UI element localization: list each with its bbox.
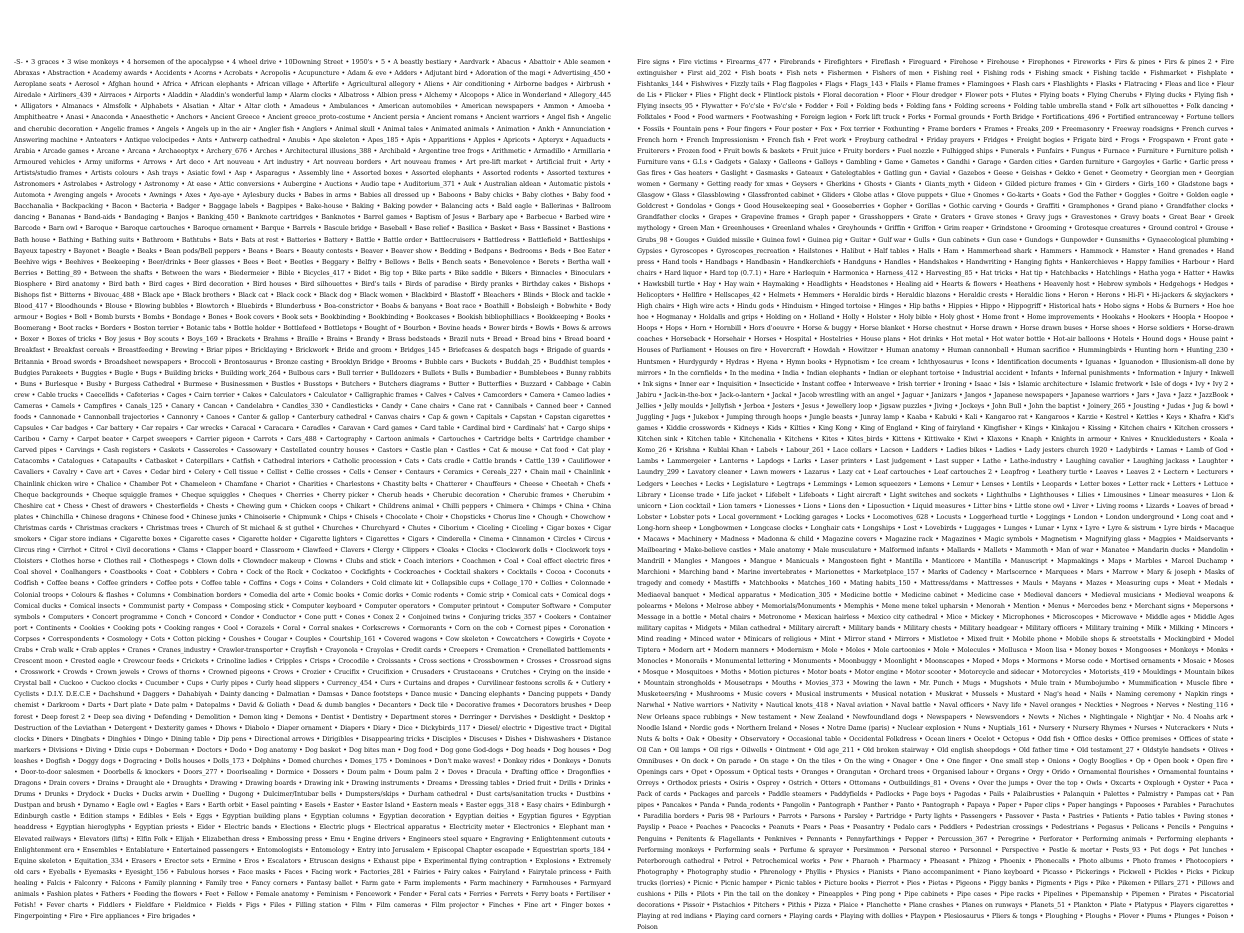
index-column-right-text: Fire signs • Fire victims • Firearms_477 • Firebrands • Firefighters • Fireflash • Fireguard • Firehose • Firehouse • Firephones • Fireworks • Firs & pines • Firs & pines 2 • Fire extinguisher • First aid_202 • Fish boats • Fish nets • Fishermen • Fishers of men • Fishing reel • Fishing rods • Fishing smack • Fishing tackle • Fishmarket • Fishplate • Fishtanks_144 • Fishwives • Fizzly tails • Flag flagpoles • Flags • Flags_143 • Flails • Flame frames • Flamingoes • Flash cars • Flashlights • Flasks • Flatracing • Fleas and lice • Fleur de Lis • Flicker • Flies • Flight deck • Flintlock pistols • Floral decoration • Floor • Flour dredger • Flower pots • Flutes • Flying boats • Flying Cherubs • Flying ducks • Flying fish • Flying insects_95 • Flywatter • Fo'c'sle • Fo'c'sle • Fodder • Foil • Folding beds • Folding fans • Folding screens • Folding table umbrella stand • Folk art silhouettes • Folk dancing • Folktales • Food • Food warmers • Footwashing • Foreign legion • Fork lift truck • Forks • Formal grounds • Forth Bridge • Fortifications_496 • Fortified entranceway • Fortune tellers • Fossils • Fountain pens • Four fingers • Four poster • Fox • Fox terrier • Foxhunting • Frame borders • Frames • Freaks_209 • Freemasonry • Freeway roadsigns • French curves • French horn • French Impressionism • French fish • Fret work • Freyburg cathedral • Friday prayers • Fridges • Freight bogies • Frigate bird • Frogs • Frogspawn • Front gate • Fruiterers • Frozen food • Fruit bowls & baskets • Fruit juice • Fruity borders • Fuel nozzle • Fulhigged ships • Funerals • Funfairs • Fungus • Furnace • Furniture • Furniture polish • Furniture vans • G.I.s • Gadgets • Galaxy • Galleons • Galleys • Gambling • Game • Gametes • Gandhi • Garage • Garden cities • Garden furniture • Gargoyles • Garlic • Garlic press • Gas fires • Gas heaters • Gaslight • Gasmasks • Gateaux • Gatelegtables • Gatling gun • Gavial • Gazebos • Geese • Geishas • Gekko • Genet • Geometry • Georgian men • Georgian women • Germany • Getting ready for xmas • Geysers • Gherkins • Ghosts • Giants • Giants_myth • Gideon • Gilded picture frames • Gin • Girders • Girls_160 • Gladstone bags • Glasgow • Glass • Glassblowing • Glassfronted cabinet • Gliders • Globe atlas • Glove puppets • Glue • Gnomes • Go-karts • Goats • God the Father • Goggles • Goitre • Golden eagle • Goldcrest • Gondolas • Gongs • Good Housekeeping seal • Gooseberries • Gopher • Gorillas • Gothic carving • Gourds • Graffiti • Gramphones • Grand piano • Grandfather clocks • Grandfather clocks • Grapes • Grapevine frames • Graph paper • Grasshoppers • Grate • Graters • Grave stones • Gravy jugs • Gravestones • Gravy boats • Great Bear • Greek mythology • Green Man • Greenhouses • Greenland whales • Greyhounds • Griffin • Griffon • Grim reaper • Grindstone • Grooming • Grotesque creatures • Ground control • Grouse • Grubs_98 • Gouges • Guided missile • Guinea fowl • Guinea pig • Guitar • Gulf war • Gulls • Gun cabinets • Gun case • Gundogs • Gunpowder • Gunsmiths • Gynaecological plumbing • Gypsies • Gyroscopes • Gyroscopes_recreation • Hailstones • Halibut • Half tables • Halls • Ham • Hammerhead shark • Hammers • Hammock • Hamster • Hand grenades • Hand press • Hand tools • Handbags • Handbasin • Handkerchiefs • Handguns • Handles • Handshakes • Handwriting • Hanging fights • Hankerchieves • Happy families • Harbour • Hard chairs • Hard liquor • Hard top (0.7.1) • Hare • Harlequin • Harmonica • Harness_412 • Harvesting_85 • Hat tricks • Hat tip • Hatchbacks • Hatchlings • Hatha yoga • Hatter • Hawks • Hawksbill turtle • Hay • Hay wain • Haymaking • Headlights • Headstones • Healing aid • Hearts & flowers • Heathens • Heavenly host • Hebrew symbols • Hedgehogs • Hedges • Helicopters • Hellfire • Hellscapes_42 • Helmets • Hemmers • Heraldic birds • Heraldic blazons • Heraldic crests • Heraldic lions • Heron • Herons • Hi-Fi • Hi-jackers & skyjackers • High chairs • High wire acts • Hindu gods • Hinduism • Hinged tortoise • Hinges • Hip baths • Hippies • Hippo • Hippogriff • Historical hats • Hobo signs • Hobs & Burners • Hoe hoe hoe • Hogmanay • Holdalls and grips • Holding on • Holland • Holly • Holster • Holy bible • Holy ghost • Home front • Home improvements • Hookahs • Hookers • Hoopla • Hoopoe • Hoops • Hops • Horn • Hornbill • Hors d'oeuvre • Horse & buggy • Horse blanket • Horse chestnut • Horse drawn • Horse drawn buses • Horse shoes • Horse soldiers • Horse-drawn coaches • Horseback • Horsehair • Horses • Hospital • Hostelries • House plans • Hot drinks • Hot metal • Hot water bottle • Hot-air balloons • Hotels • Hound dogs • House paint • Houses of Parliament • Houses on fire • Hovercraft • Howdah • Howitzer • Human anatomy • Human cannonball • Human sacrifice • Hummingbirds • Hunting horn • Hunting_230 • Huntsmen • Hurdygurdy • Hydras • Hyena • Hymn books • Hypnotism • Ice cream • Ichthyosaurus • Icons • Identification documents • Iguanas • Iguanodon • Illusionism-all done by mirrors • In the cornfields • In the medina • India • Indian elephants • Indian or elephant tortoise • Industrial accident • Infants • Infernal punishments • Information • Injury • Inkwell • Ink signs • Inner ear • Inquisition • Insecticide • Instant coffee • Interweave • Irish terrier • Ironing • Isaac • Isis • Islamic architecture • Islamic fretwork • Isle of dogs • Ivy • Ivy 2 • Jabiru • Jack-in-the-box • Jack-o-lantern • Jackal • Jacob wrestling with an angel • Jaguar • Janizars • Jangos • Japanese newspapers • Japanese warriors • Jars • Java • Jazz • JazzBook • Jellies • Jelly moulds • Jellyfish • Jerboa • Jesters • Jesus • Jewellery loop • Jigsaw puzzles • Jiving • Jockeys • John Bull • John the baptist • Joinery_265 • Jousting • Judas • Jug & bowl • Juggling • Jugs • Jukebox • Jumping through hoops • Jungle beasts • Junray lamp • Kaaba • Kabuki • Kali • Kangaroo rat • Kangaroos • Karzie • Kestrel • Kettles • Keys • Khafra • Kid's games • Kiddie crosswords • Kidneys • Kids • Kilties • King Kong • King of England • King of fairyland • Kingfisher • Kings • Kinkajou • Kissing • Kitchen chairs • Kitchen crossers • Kitchen sink • Kitchen table • Kitchenalia • Kitchens • Kites • Kites_birds • Kittens • Kittiwake • Kiwi • Klaxons • Knaph • Knights in armour • Knives • Knuckledusters • Koala • Komo_26 • Krishna • Kublai Khan • Labels • Labour_261 • Lace collars • Lacson • Ladders • Ladies bikes • Ladies • Lady jesters church 1920 • Ladybirds • Lamas • Lamb of God • Lambs • Lammergeier • Lanterns • Lapdogs • Larks • Laser printers • Last judgement • Last supper • Lathe • Lathe-industry • Laughing cavalier • Laughing jackass • Laughter • Laundry_299 • Lavatory cleaner • Lawn mowers • Lazarus • Lazy cat • Leaf cartouches • Leaf cartouches 2 • Leapfrog • Leathery turtle • Leaves • Leaves 2 • Lectern • Lecturers • Ledgers • Leeches • Lecks • Legislature • Legtraps • Lemmings • Lemon squeezers • Lemons • Lemur • Lenses • Lentils • Leopards • Letter boxes • Letter rack • Letters • Lettuce • Library • License trade • Life jacket • Lifebelt • Lifeboats • Light aircraft • Light switches and sockets • Lighthulbs • Lighthouses • Lilies • Limousines • Linear measures • Lion & unicorn • Lion cocktail • Lion tamers • Lionesses • Lions • Lions den • Liposuction • Liquid measures • Litter bins • Little stone owl • Liver • Living rooms • Lizards • Loaves of bread • Lobster • Lobster pots • Local government • Locking garages • Locks • Locomotives_628 • Locusts • Loggerhead turtle • Loggings • London • London underground • Long coat and • Long-horn sheep • Longbowmen • Longcase clocks • Longhair cats • Longships • Lost • Lovebirds • Luggages • Lunges • Lunar • Lynx • Lyre • Lyre & sistrum • Lyre birds • Macaque • Macaws • Machinery • Madness • Madonna & child • Magazine covers • Magazine rack • Magazines • Magic symbols • Magnetism • Magnifying glass • Magpies • Maidservants • Mailbearing • Make-believe castles • Male anatomy • Male musculature • Malformed infants • Mallards • Mallets • Mammoth • Man of war • Manatee • Mandarin ducks • Mandolin • Mandrill • Mangles • Mangoes • Mangue • Manicuals • Mangosteen fight • Mantilla • Manticore • Mantilla • Manuscript • Mapmakings • Maps • Marbles • Marcel Duchamp • Marchioni • Marching band • Marine invertebrates • Marionettes • Marketplace_157 • Marks of Cadency • Marlscernce • Marquees • Mars • Marrow • Mary & joseph • Masks of tragedy and comedy • Mastiffs • Matchbooks • Matches_160 • Mating habits_150 • Mattress/dams • Mattresses • Mauls • Mayans • Mazes • Measuring cups • Meat • Medals • Mediaeval banquet • Medical apparatus • Medication_305 • Medicine bottle • Medicine cabinet • Medicine case • Medieval dancers • Medieval musicians • Medieval weapons & polearms • Melons • Melrose abbey • Memorials/Monuments • Memphis • Mene mene tekel upharsin • Menorah • Mention • Menus • Mercedes benz • Merchant signs • Mepersons • Message in a bottle • Metal chairs • Metronome • Mexican hairless • Mexico city cathedral • Mice • Mickey • Microphones • Microscopes • Microwave • Middle ages • Middle Ages military capitas • Midgets • Milan cathedral • Military aircraft • Military bands • Military chests • Military headgear • Military officers • Military training • Milk • Milking • Mincers • Mind reading • Minced water • Minicars of religious • Mint • Mirror stand • Mirrors • Mistletoe • Mixed fruit • Mobile phone • Mobile shops & streetstalls • Mockingbird • Model Tiptera • Modern art • Modern manners • Modernism • Mole • Moles • Mole cartoonies • Mole • Molecules • Mollusca • Moon lisa • Money boxes • Mongooses • Monkeys • Monks • Monocles • Monorails • Monumental lettering • Monuments • Moonbuggy • Moonlight • Moonscapes • Moped • Mops • Mormons • Morse code • Mortised ornaments • Mosaic • Moses • Mosque • Mosquitoes • Moths • Motion pictures • Motor boats • Motor engine • Motor scooter • Motorcycle and sidecar • Motorcycles • Motorists_419 • Mouldings • Mountain bikes • Mountain strongholds • Mousetraps • Mouths • Movies_373 • Mowing the lawn • Mr. Punch • Mugs • Mugshots • Mule train • Mumbojumbo • Mummification • Muscle fibre • Musketeers/ing • Mushrooms • Music covers • Musical instruments • Musical notation • Muskrat • Mussels • Mustard • Nag's head • Nails • Naming ceremony • Napkin rings • Narwhal • Native warriors • Nativity • Nautical knots_418 • Naval aviation • Naval battle • Naval officers • Navy life • Navel oranges • Neckties • Negroes • Nerves • Nesting_116 • New Orleans space rubbings • New testament • New Zealand • Newfoundland dogs • Newspapers • Newsvendors • Newts • Niches • Nightingale • Nightjar • No. 4 Noahs ark • Noodle Island • Nordic gods • Northern Ireland • Noses • Notre Dame (paris) • Nuclear explosion • Nuns • Nuptials_161 • Nursery • Nursery Rhymes • Nurses • Nutcrackers • Nuts • Nuts & bolts • Oak • Obesity • Observatory • Occasional table • Occidental Folkdress • Ocean liners • Ocelot • Octopus • Odd fish • Office desks • Office premises • Offices of state • Oil Can • Oil lamps • Oil rigs • Oilwells • Ointment • Old age_211 • Old broken stairway • Old english sheepdogs • Old father time • Old testament_27 • Oldstyle handsets • Olives • Omnibuses • On deck • On parade • On stage • On the tiles • On the wing • Onager • One • One finger • One small step • Onions • Oogly Booglies • Op • Open book • Open fire • Openings cars • Opet • Opossum • Optical tests • Oranges • Orangutan • Orchard trees • Organised labour • Organs • Orgy • Orido • Ornamental flourishes • Ornamental fountains • Orreys • Orthodox priests • Osiris • Osprey • Ostrich • Otters • Ottomans • Outbuildings_81 • Ovens • Over the jumps • Over the top • Owls • Oxcarts • Oxplough • Oyster • Paca • Pack of cards • Packages and parcels • Paddle steamers • Paddyfields • Padlocks • Page boys • Pagodas • Pails • Palaibrusties • Palanquin • Palettes • Palmistry • Pampas cat • Pan pipes • Pancakes • Panda • Panda_rodents • Pangolin • Pantograph • Panther • Panto • Pantograph • Papaya • Paper • Paper clips • Paper hangings • Papooses • Parables • Parachutes • Paradilia borders • Paris 98 • Parlours • Parrots • Parsons • Parsley • Partridge • Party lights • Passengers • Passover • Pasta • Pastries • Patients • Patio tables • Paving stones • Payslip • Peace • Peaches • Peacocks • Peanuts • Pears • Peas • Peasantry • Pedalo cars • Peddlers • Pedestrian crossings • Pedestrians • Pegasus • Pelicans • Pencils • Penguins • Penguins • Penitents & Flagellants • Penknives • Pennants • Pennyfarthings • Pepper • Percussion_367 • Peregrine • Perforator • Performing animals • Performing elephants • Performing monkeys • Performing seals • Perfume & sprayer • Persimmon • Personal stereo • Personnel • Perspective • Pestle & mortar • Pests_93 • Pet dogs • Pet lunches • Peterborough cathedral • Petrol • Petrochemical works • Pew • Pharaoh • Pharmacy • Pheasant • Phizog • Phoenix • Phonecalls • Photo albums • Photo frames • Photocopiers • Photography • Photography studio • Phrenology • Phyllis • Physics • Pianists • Piano accompaniment • Piano keyboard • Picasso • Pickerings • Pickwell • Pickles • Picks • Pickup trucks (lorries) • Picnic • Picnic hamper • Picnic tables • Picture books • Pierrot • Pies • Pietas • Pigeons • Piggy banks • Pigments • Pigs • Pike • Pikemen • Pillars_271 • Pillows and cushions • Pills • Pilots • Pin the tail on the donkey • Pineapples • Ping pong • Pipe cabinets • Pipe cases • Pipe racks • Pipelines • Pipemanship • Pipemen • Pirates • Piscatorial decorations • Pissoir • Pistachios • Pitchers • Pithis • Pizza • Plaice • Planchette • Plane crashes • Planes on runways • Planets_51 • Plankton • Plate • Platypus • Players cigarettes • Playing at red indians • Playing card corners • Playing cards • Playing with dollies • Playpen • Plesiosaurus • Pliers & tongs • Ploughing • Ploughs • Plover • Plums • Plunges • Poison • Poison [637,58,1234,932]
index-column-left [14,57,612,921]
index-column-right [637,57,1234,932]
index-column-left-text: -S- • 3 graces • 3 wise monkeys • 4 horsemen of the apocalypse • 4 wheel drive • 10Downing Street • 1950's • 5 • A beastly bestiary • Aardvark • Abacus • Abattoir • Able seamen • Abraxas • Abstraction • Academy awards • Accidents • Acorns • Acrobats • Acropolis • Acupuncture • Adam & eve • Adders • Adjutant bird • Adoration of the magi • Advertising_450 • Aeroplane seats • Aerosol • Afghan hound • Africa • African elephants • African village • Afterlife • Agricultural allegory • Aliens • Air conditioning • Airborne badges • Airbrush • Airedale • Airliners_439 • Airraces • Airports • Aladdin • Aladdin's wonderful lamp • Alarm clocks • Albatross • Albion press • Alchemy • Alcopops • Alice in Wonderland • Allegory_445 • Alligators • Almanacs • Almsfolk • Alphabets • Alsatian • Altar • Altar cloth • Amadeus • Ambulances • American automobiles • American newspapers • Ammon • Amoeba • Amphitheatre • Anasi • Anaconda • Anaesthetic • Anchors • Ancient Greece • Ancient greece_proto-costume • Ancient persia • Ancient romans • Ancient warriors • Angel fish • Angelic and cherubic decoration • Angelic frames • Angels • Angels up in the air • Angler fish • Anglers • Animal skull • Animal tales • Animated animals • Animation • Ankh • Annunciation • Answering machine • Anteaters • Antique velocipedes • Ants • Antwerp cathedral • Anubis • Ape skeleton • Apes_185 • Apis • Apparitions • Apples • Apricots • Apteryx • Aquaducts • Arabia • Arcade games • Arcane • Arcana • Archaeoptyx • Archery_676 • Arches • Architectural illusions_388 • Archibald • Argentine tree frogs • Arithmetic • Armadillo • Armillaria • Armoured vehicles • Army uniforms • Arrows • Art deco • Art nouveau • Art industry • Art nouveau borders • Art nouveau frames • Art pre-lift market • Artificial fruit • Arty • Artists/studio frames • Artists colours • Ash trays • Asiatic fowl • Asp • Asparagus • Assembly line • Assorted boxes • Assorted elephants • Assorted rodents • Assorted textures • Astronomers • Astrolabes • Astrology • Astronomy • At ease • Attic conversions • Aubergine • Auctions • Audio tape • Auditorium_371 • Auk • Australian aldean • Automatic pistols • Automota • Avenging angels • Avocets • Awnings • Axes • Aye-aye • Aylesbury ducks • Babes in arms • Babies all dressed up • Baboons • Baby chicks • Baby clothes • Baby food • Bacchanalia • Backpacking • Bacon • Bacteria • Badger • Baggage labels • Bagpipes • Bake-house • Baking • Baking powder • Balancing acts • Bald eagle • Ballerinas • Ballroom dancing • Bananas • Band-aids • Bandaging • Banjos • Banking_450 • Banknote cartridges • Banknotes • Barrel games • Baptism of Jesus • Barbary ape • Barbecue • Barbed wire • Barcode • Barn owl • Baroque • Baroque cartouches • Baroque ornament • Barque • Barrels • Bascule bridge • Baseball • Base relief • Basilica • Basket • Bass • Bassinet • Bastions • Bath house • Bathing • Bathing suits • Bathroom • Bathtubs • Bats • Bats at rest • Batteries • Battery • Battle • Battle order • Battlecruisers • Battledress • Battlefield • Battleships • Bayeux tapestry • Bayonet • Beagle • Beaks • Bean pods/Bell peppers • Beans • Bears • Beauty contests • Beaver • Beaver show • Bedding • Bedpans • Bedrooms • Beds • Bee Eater • Beehive wigs • Beehives • Beekeeping • Beer/drinks • Beer glasses • Bees • Beet • Beetles • Beggary • Belfry • Bellows • Bells • Bench seats • Benevolence • Berets • Bertha wall • Berries • Betting_89 • Between the shafts • Between the wars • Biedermeier • Bible • Bicycles_417 • Bidet • Big top • Bike parts • Bike saddle • Bikers • Binnacles • Binoculars • Biosphere • Bird anatomy • Bird bath • Bird cages • Bird decoration • Bird houses • Bird silhouettes • Bird's tails • Birds of paradise • Birdy pranks • Birthday cakes • Bishops • Bishops fist • Bitterns • Bivouac_488 • Black ape • Black brothers • Black cat • Black cock • Black dog • Black women • Blackbird • Blastoff • Bleachers • Blinds • Block and tackle • Blood_417 • Bloodhounds • Blouse • Blowing bubbles • Blowtorch • Bluebirds • Blunderbuss • Boa-constrictor • Boabs & banyans • Boat race • Boathill • Bobsleigh • Bobwhite • Body armour • Bogies • Boll • Bomb bursts • Bombs • Bondage • Bones • Book covers • Book sets • Bookbinding • Bookbinding • Bookcases • Bookish bibliophilliacs • Bookkeeping • Books • Boomerang • Boot racks • Borders • Boston terrier • Botanic tabs • Bottle holder • Bottlefeed • Bottletops • Bought of • Bourbon • Bovine heads • Bower birds • Bowls • Bows & arrows • Boxer • Boxes of tricks • Boy jesus • Boy scouts • Boys_169 • Brackets • Brahms • Braille • Brains • Brandy • Brass bedsteads • Brazil nuts • Bread • Bread bins • Bread board • Breakfast • Breakfast cereals • Breastfeeding • Brewing • Briar pipes • Bricklaying • Brickwork • Bride and groom • Bridges_145 • Briefcases & despatch bags • Brigade of guards • Britannia • Broad swords • Broadsheet newspapers • Broccoli • Brontosaurus • Bronze casting • Brooklyn Bridge • Brooms • Bubble cars • Buckets • Buddah_25 • Buddhist temples • Budgies Parakeets • Buggies • Bugle • Bugs • Building bricks • Building work_264 • Bulbous cars • Bull terrier • Bulldozers • Bullets • Bulls • Bumbadier • Bumblebees • Bunny rabbits • Buns • Burlesque • Busby • Burgess Cathedral • Burmese • Businessmen • Bustles • Busstops • Butchers • Butchers diagrams • Butter • Butterflies • Buzzard • Cabbage • Cabin crew • Cable trucks • Caecellids • Cafeterias • Cages • Cairn terrier • Cakes • Calculators • Calculator • Calligraphic frames • Calves • Calves • Camcorders • Camera • Cameo ladies • Cameras • Camels • Campfires • Canals_125 • Canary • Cancan • Candelabra • Candles_330 • Candlesticks • Candy • Cane chairs • Cane rat • Cannibals • Canned beer • Canned foods • Cannonade • Cannonball trajectories • Cannonry • Canoes • Canter & gallop • Canterbury cathedral • Canvas chairs • Cap & gown • Capitals • Capstan • Capstan cigarettes • Capsules • Car badges • Car battery • Car repairs • Car wrecks • Caracal • Caracara • Caradles • Caravan • Card games • Card table • Cardinal bird • Cardinals' hat • Cargo ships • Caribou • Carny • Carpet beater • Carpet sweepers • Carrier pigeon • Carrots • Cars_488 • Cartography • Cartoon animals • Cartouches • Cartridge belts • Cartridge chamber • Carved pipes • Carvings • Cash registers • Caskets • Casseroles • Cassowary • Castellated country houses • Castors • Castle plan • Castles • Cat & mouse • Cat food • Cat play • Catacombs • Catalogues • Catapaults • Catbasket • Caterpillars • Catfish • Cathedral interiors • Catholic procession • Cats • Cats cradle • Cattle brands • Cattle_139 • Cauliflower • Cavaliers • Cavalry • Cave art • Caves • Cedar bird • Celery • Cell tissue • Cellist • Cellie crosses • Cells • Censer • Centaurs • Ceramics • Cereals_227 • Chain mail • Chainlink • Chainlink chicken wire • Chalice • Chamber Pot • Chameleon • Chamfane • Chariot • Charities • Charlestons • Chastity belts • Chatterer • Chauffeurs • Cheese • Cheetah • Chefs • Cheque backgrounds • Cheque squiggle frames • Cheque squiggles • Cheques • Cherries • Cherry picker • Cherub heads • Cherubic decoration • Cherubic frames • Cherubim • Cheshire cat • Chess • Chest of drawers • Chesterfields • Chests • Chewing gum • Chicken coops • Chikart • Childrens animal • Chilli peppers • Chimera • Chimps • China • China plates • Chinchilla • Chinese dragons • Chinese food • Chinese junks • Chinoiserie • Chipmunk • Chips • Chisels • Chocolate • Choir • Chopsticks • Chorus line • Chough • Chowchow • Christmas cards • Christmas crackers • Christmas trees • Church of St michael & st guthel • Churches • Churchyard • Chutes • Ciborium • Ciceling • Ciceling • Cigar boxes • Cigar smokers • Cigar store indians • Cigarette boxes • Cigarette cases • Cigarette holder • Cigarette lighters • Cigarettes • Cigars • Cinderella • Cinema • Cinnamon • Circles • Circus • Circus ring • Cirrhot • Citrol • Civil decorations • Clams • Clapper board • Classroom • Clawfeed • Clavers • Clergy • Clippers • Cloaks • Clocks • Clockwork dolls • Clockwork toys • Cloisters • Clothes horse • Clothes rail • Clothespegs • Clown dolls • Clowndecr makeup • Clowns • Clubs and stick • Coach interiors • Coachmen • Coal • Coal effect electric fires • Coal shovel • Coalhangers • Coastbooks • Coat • Cobblers • Cobra • Cock of the Rock • Cockatoo • Cockfights • Cockroaches • Cocktail shakers • Cocktails • Cocoa • Coconuts • Codfish • Coffee beans • Coffee grinders • Coffee pots • Coffee table • Coffins • Cogs • Coins • Colanders • Cold climate kit • Collapsible cups • Collage_170 • Collies • Colonnade • Colonial troops • Colours & flashes • Columns • Combination borders • Comedia del arte • Comic books • Comic dorks • Comic rodents • Comic strip • Comical cats • Comical dogs • Comical ducks • Comical insects • Communist party • Compass • Composing stick • Computer keyboard • Computer operators • Computer printout • Computer Software • Computer symbols • Computers • Concert programme • Conch • Concord • Condor • Conductor • Cone putt • Cones • Conex 2 • Conjoined twins • Conjuring tricks_357 • Cookers • Container port • Continents • Cookies • Cooking pots • Cooking ranges • Cool • Corazels • Coral • Corral snakes • Corkscrews • Cormorants • Corn on the cob • Cornest pipes • Coronation • Corpses • Correspondents • Cosmology • Cots • Cotton picking • Coushes • Cougar • Couples • Courtship_161 • Covered wagons • Cow skeleton • Cowcatchers • Cowgirls • Coyote • Crabs • Crab walk • Crab apples • Cranes • Cranes_industry • Crawler-transporter • Crayfish • Crayonola • Crayolas • Credit cards • Creepers • Cremation • Crenellated battlements • Crescent moon • Crested eagle • Crewcour feeds • Crickets • Crinoline ladies • Cripples • Crisps • Crocodile • Croissants • Cross sections • Crossbowmen • Crosses • Crossroad signs • Crosswork • Crowds • Crown jewels • Crows of thorns • Crowned pigeons • Crows • Crozier • Crucifix • Crucifixion • Crusaders • Crustaceans • Crutches • Crying on the inside • Crystal ball • Cuckoo • Cuckoo clocks • Cucumber • Cups • Curly pipes • Curly head slippers • Currency_454 • Curs • Curtains and drapes • Curvilinear festoons scrolls & • Cutlery • Cyclists • D.I.Y. D.E.C.E • Dachshund • Daggers • Dahabiyah • Dainty dancing • Dalmatian • Damsas • Dance footsteps • Dance music • Dancing elephants • Dancing puppets • Dandy chemist • Darkroom • Darts • Dart plate • Date palm • Datepalms • David & Goliath • Dead & dumb bangles • Decanters • Deck tile • Decorative frames • Decorators brushes • Deep forest • Deep forest 2 • Deep sea diving • Defending • Demolition • Demon king • Demons • Dentist • Dentistry • Department stores • Derringer • Dervishes • Desklight • Desktop • Destruction of the Leviathan • Detergent • Dexterity games • Dhows • Diabolo • Diaper ornament • Diapers • Diary • Dice • Dickybirds_117 • Diesel/ electric • Digestive tract • Digital clocks • Diners • Dingbats • Dinghies • Dingo • Dining table • Dip pens • Directional arrows • Dirigibles • Disappearing tricks • Disciples • Discuses • Dishes • Dishwashers • Distance markers • Divisions • Diving • Dixie cups • Doberman • Doctors • Dodo • Dog anatomy • Dog basket • Dog bites man • Dog food • Dog gone God-dogs • Dog heads • Dog houses • Dog leashes • Dogfish • Doggy dogs • Dogracing • Dolls houses • Dolls_173 • Dolphins • Domed churches • Domes_175 • Dominoes • Don't make waves! • Donkey rides • Donkeys • Donuts • Door-to-door salesmen • Doorbells & knockers • Doors_277 • Doorlsealing • Dormice • Dossers • Doum palm • Doum palm 2 • Doves • Dracula • Drafting office • Dragonflies • Dragons • Drain covers • Drains • Draught ale • Draughts • Drawing • Drawing boards • Drawing ink • Drawing instruments • Dreams • Dressing tables • Dried fruit • Drills • Drinks • Drums • Drunks • Drydock • Ducks • Ducks arwin • Duelling • Dugong • Dulcimer/Intubar bells • Dumpsters/skips • Durham cathedral • Dust carts/sanitation trucks • Dustbins • Dustpan and brush • Dynamo • Eagle owl • Eagles • Ears • Earth orbit • Easel painting • Easels • Easter • Easter Island • Eastern meals • Easter eggs_318 • Easy chairs • Edinburgh • Edinburgh castle • Edition stamps • Edibles • Eels • Eggs • Egyptian building plans • Egyptian columns • Egyptian decoration • Egyptian deities • Egyptian figures • Egyptian headdress • Egyptian hieroglyphs • Egyptian priests • Eider • Electric bands • Elections • Electric plugs • Electrical apparatus • Electricity meter • Electronics • Elephant man • Elevated railways • Elevators (lifts) • Elfin Folk • Elijah • Elizabethan dress • Embossing press • Emu • Engine drivers • Engineers steel square • Engraving • Enlightenment cutouts • Enlightenment era • Ensembles • Entablature • Entertained passengers • Entomologists • Entomology • Entry into Jerusalem • Episcopal Chapter escapade • Equestrian sports_184 • Equine skeleton • Equitation_334 • Erasers • Erector sets • Ermine • Eros • Escalators • Etruscan designs • Exhaust pipe • Experimental flying contraption • Explosions • Extremely old cars • Eyeballs • Eyemasks • Eyesight_156 • Fabulous horses • Face masks • Faces • Facing work • Factories_281 • Fairies • Fairy cakes • Fairyland • Fairytale princess • Faith healing • Falcis • Falconry • Falcons • Family planning • Family tree • Fancy corners • Fantasy ballet • Farm gate • Farm implements • Farm machinery • Farmhouses • Farmyard animals • Fashion plates • Fathers • Feeding the flowers • Feet • Fellow • Female anatomy • Feminism • Fencework • Fender • Feral cats • Ferries • Ferrets • Ferry boats • Fertiliser • Fetish! • Fever charts • Fiddlers • Fieldfare • Fieldmice • Fields • Figs • Files • Filling station • Film • Film cameras • Film projector • Finches • Fine art • Finger boxes • Fingerpointing • Fire • Fire appliances • Fire brigades • [14,58,612,921]
